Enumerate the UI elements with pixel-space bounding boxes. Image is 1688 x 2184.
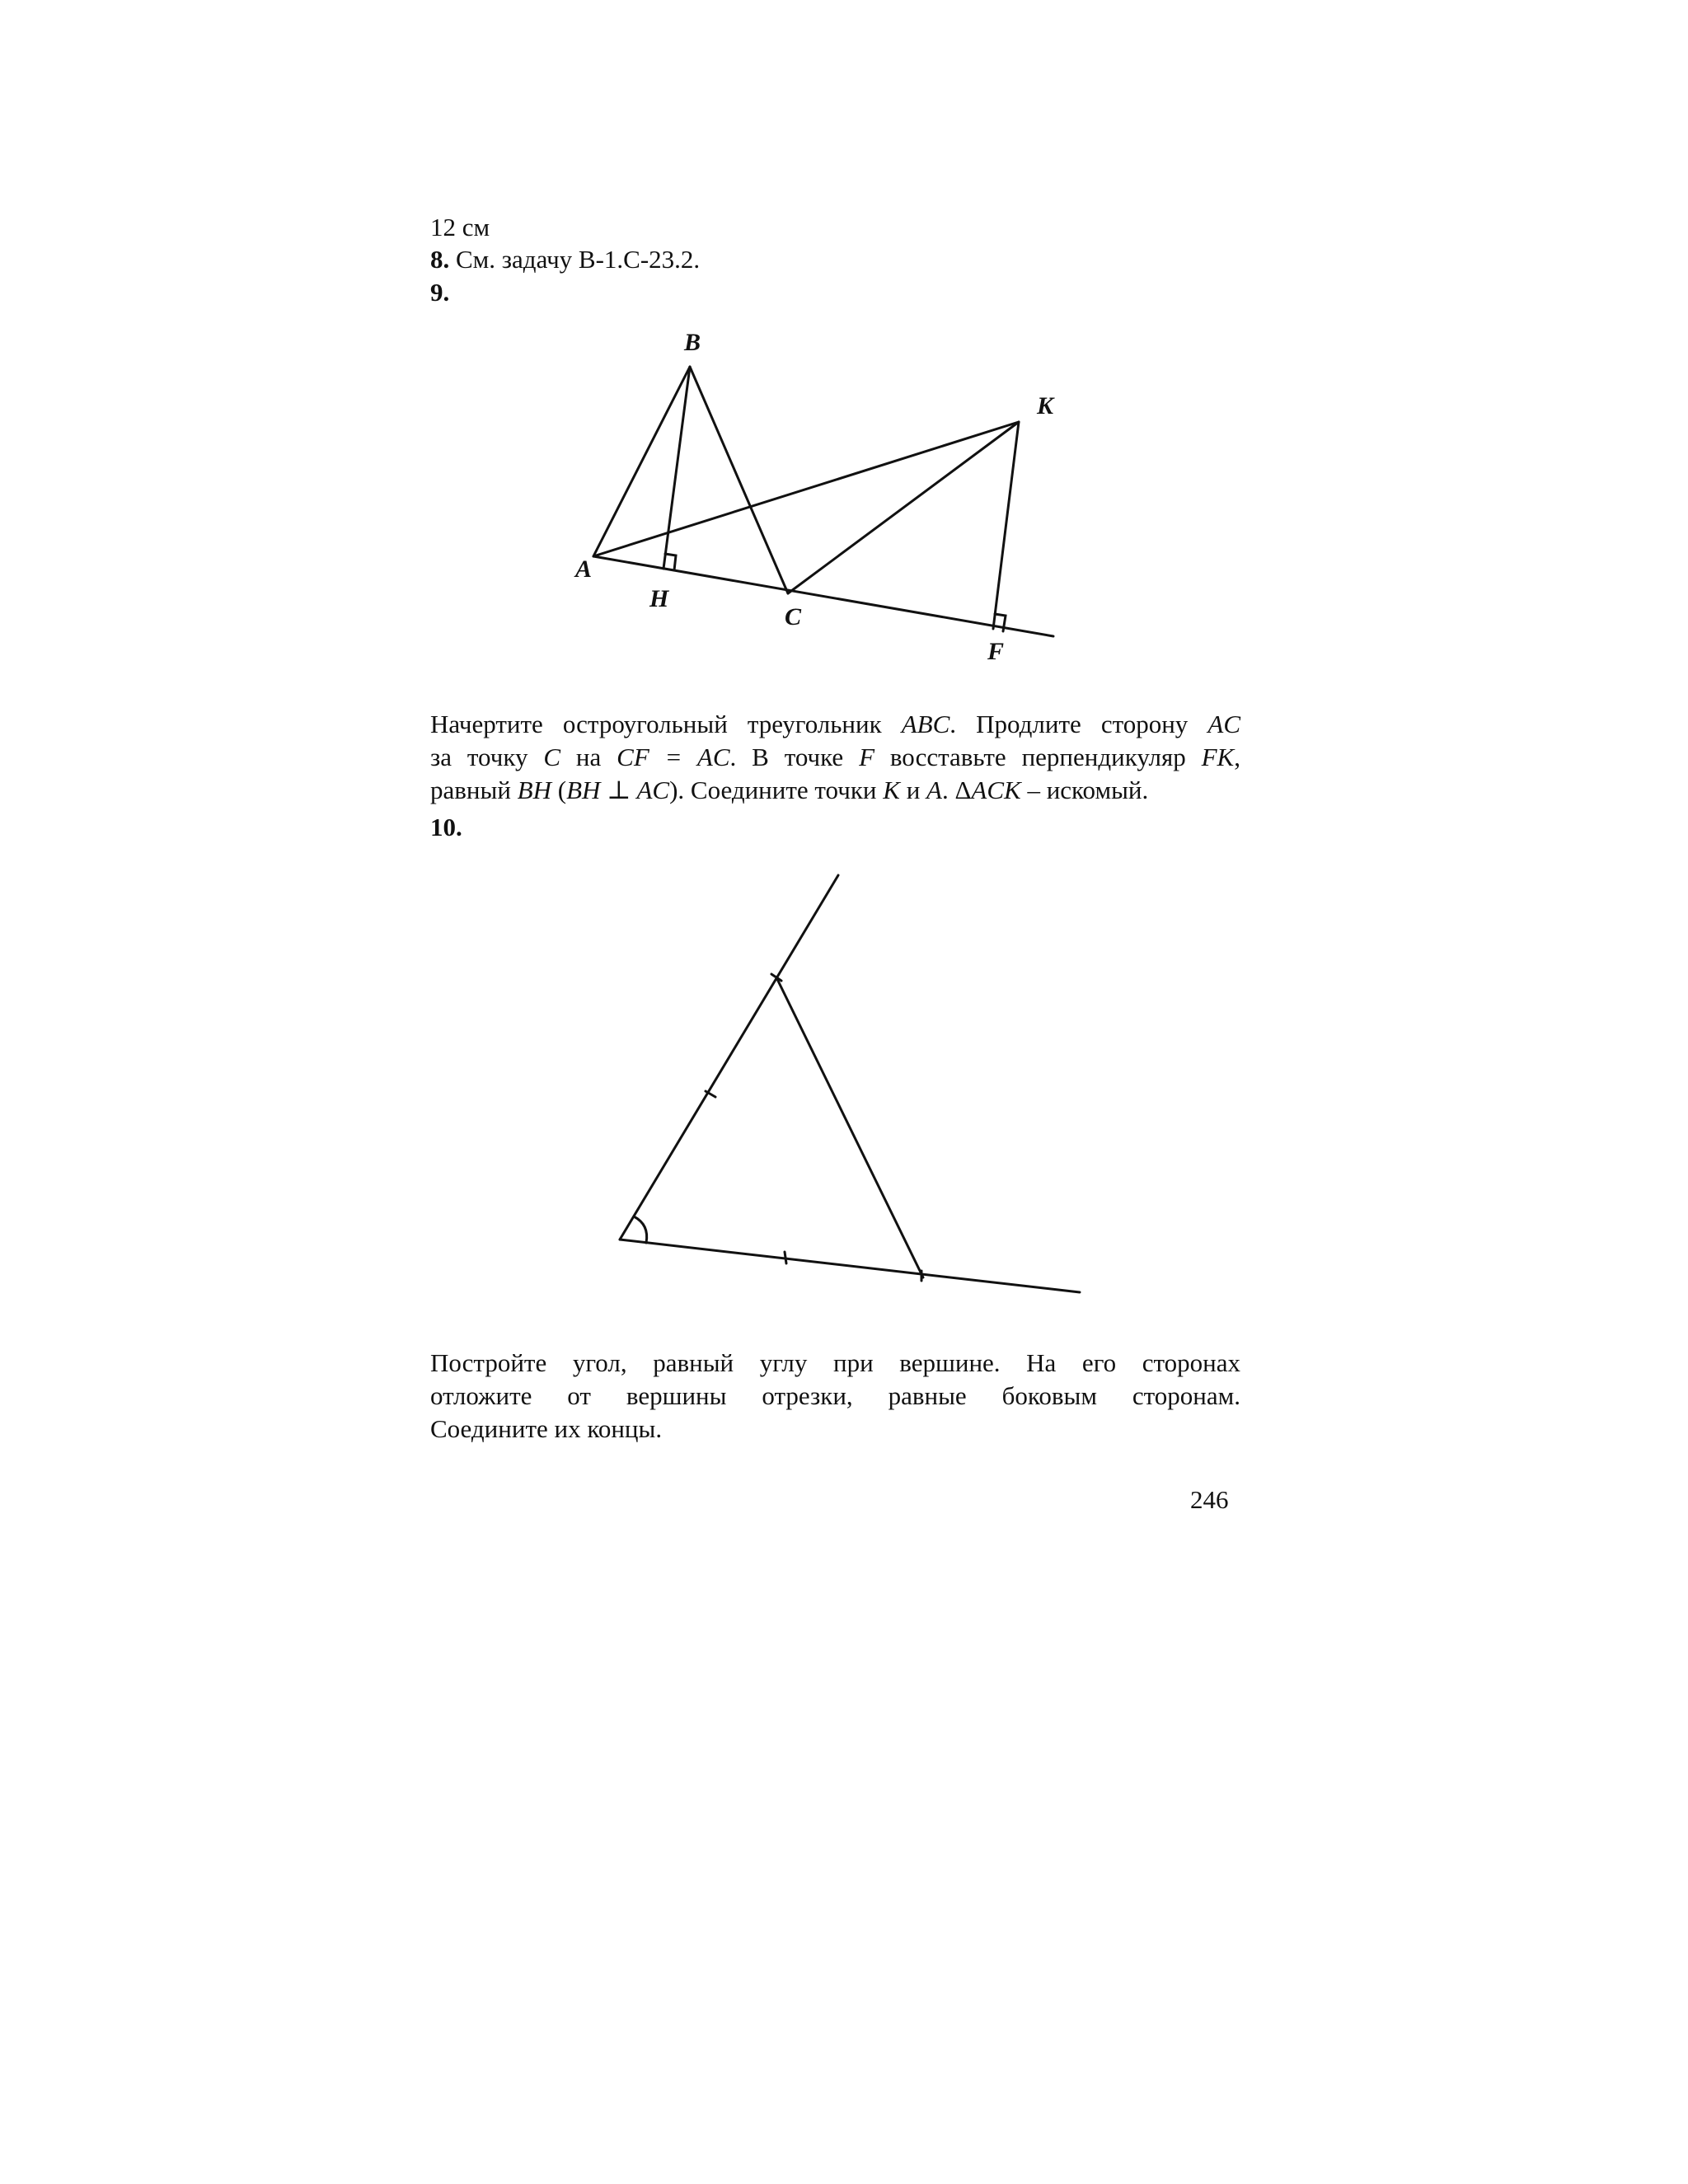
- task-9-number: 9.: [430, 278, 450, 307]
- task-8-text: См. задачу В-1.С-23.2.: [456, 245, 701, 274]
- triangle-base: [776, 977, 923, 1277]
- tick-mark-lower: [785, 1252, 786, 1263]
- task-10-number: 10.: [430, 813, 462, 841]
- figure-10: [569, 849, 1113, 1319]
- side-bc: [690, 367, 788, 593]
- task-8: [430, 243, 700, 276]
- label-c: C: [785, 603, 802, 630]
- label-f: F: [987, 638, 1005, 665]
- task-9-explanation: Начертите остроугольный треугольник ABC. Продлите сторону AC за точку C на CF = AC. В точке F восставьте перпендикуляр FK, равный BH (BH ⊥ AC). Соедините точки K и A. ΔACK – искомый.: [430, 710, 1241, 804]
- perpendicular-fk: [993, 422, 1019, 629]
- task-8-number: 8.: [430, 245, 450, 274]
- segment-ak: [593, 422, 1019, 556]
- label-a: A: [575, 555, 593, 583]
- angle-side-lower: [620, 1240, 1080, 1292]
- label-b: B: [684, 329, 701, 356]
- page-number: 246: [1190, 1485, 1229, 1514]
- right-angle-mark-f: [995, 614, 1006, 631]
- segment-ck: [788, 422, 1019, 593]
- angle-side-upper: [620, 875, 838, 1240]
- label-k: K: [1037, 392, 1054, 419]
- answer-7: 12 см: [430, 213, 490, 241]
- task-10-explanation: Постройте угол, равный углу при вершине. На его сторонах отложите от вершины отрезки, равные боковым сторонам. Соедините их концы.: [430, 1348, 1240, 1443]
- figure-9: [536, 313, 1080, 684]
- height-bh: [663, 367, 690, 569]
- angle-arc: [634, 1216, 647, 1243]
- side-ab: [593, 367, 690, 556]
- label-h: H: [649, 585, 669, 612]
